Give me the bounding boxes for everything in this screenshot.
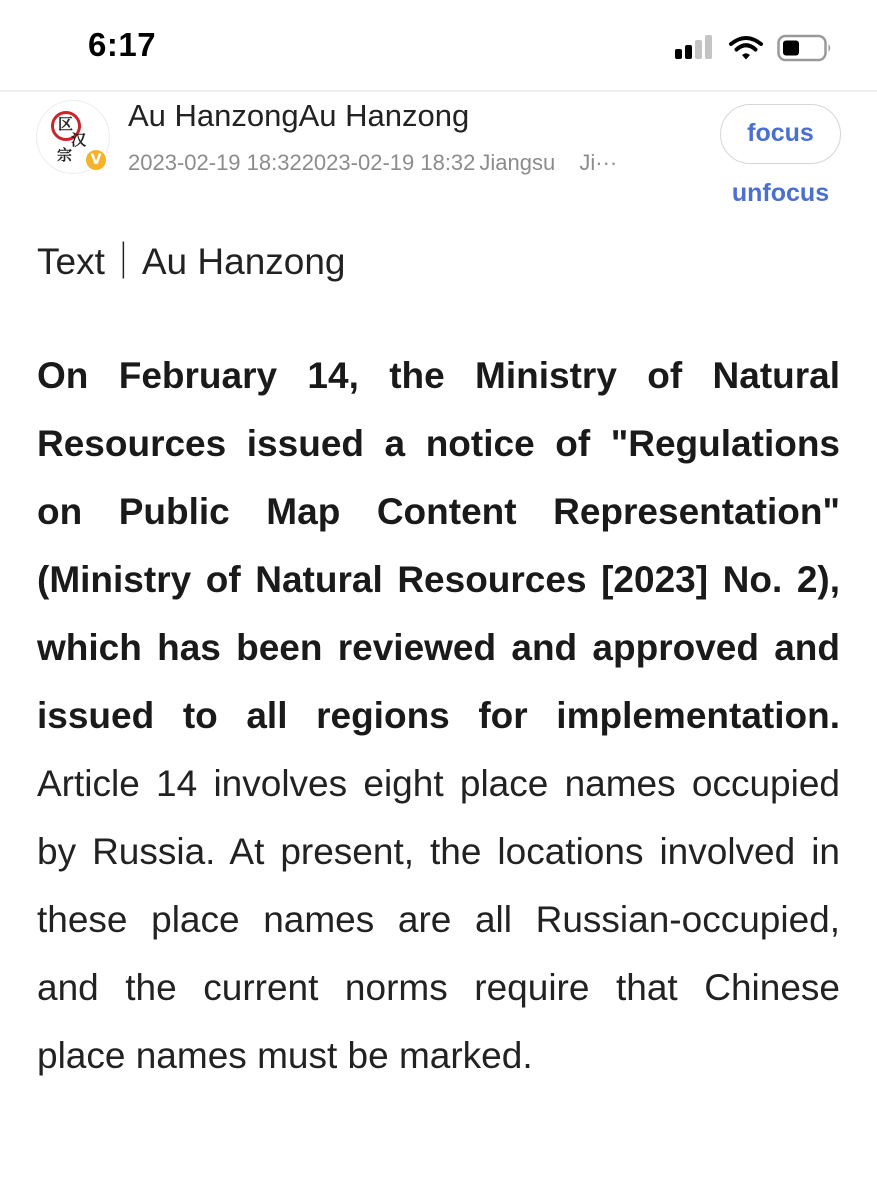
author-name[interactable]: Au HanzongAu Hanzong	[128, 98, 470, 133]
focus-button[interactable]: focus	[720, 104, 841, 164]
article-byline: Text｜Au Hanzong	[37, 241, 346, 282]
avatar-char-1: 区	[58, 115, 74, 133]
avatar-char-3: 宗	[57, 146, 73, 164]
unfocus-button[interactable]: unfocus	[731, 179, 830, 207]
author-header	[0, 92, 877, 207]
status-bar	[0, 0, 877, 90]
article-paragraph	[37, 342, 840, 1090]
cellular-signal-icon	[675, 35, 715, 61]
follow-control	[720, 104, 841, 207]
wifi-icon	[729, 35, 763, 61]
post-timestamp: 2023-02-19 18:322023-02-19 18:32	[128, 150, 476, 175]
article-body	[37, 222, 840, 1090]
article-normal-text: Article 14 involves eight place names occupied by Russia. At present, the locations involved in these place names are all Russian-occupied, and the current norms require that Chinese place names must be marked.	[37, 763, 840, 1076]
status-icons	[675, 32, 833, 64]
verified-badge-icon: V	[84, 148, 108, 172]
post-location-truncated: Ji···	[579, 150, 618, 175]
post-location: Jiangsu	[479, 150, 556, 175]
article-bold-text: On February 14, the Ministry of Natural Resources issued a notice of "Regulations on Public Map Content Representation" (Ministry of Natural Resources [2023] No. 2), which has been reviewed and approved and issued to all regions for implementation.	[37, 355, 840, 736]
post-meta	[128, 150, 684, 176]
battery-icon	[777, 34, 833, 62]
status-time: 6:17	[88, 26, 157, 63]
avatar-char-2: 汉	[71, 131, 87, 149]
